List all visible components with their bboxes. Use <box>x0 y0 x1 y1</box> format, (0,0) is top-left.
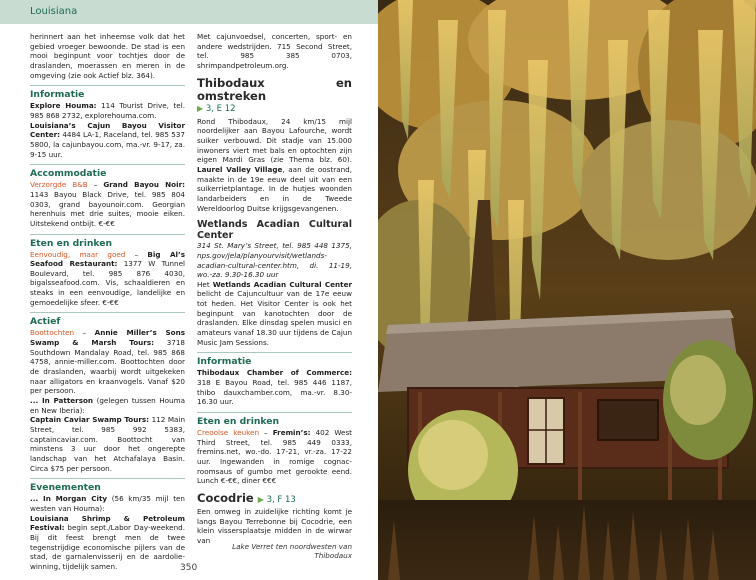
restaurant-entry: Eenvoudig, maar goed – Big Al’s Seafood Restaurant: 1377 W Tunnel Boulevard, tel. 985 876 4030, bigalsseafood.com. Vis, schaaldieren en steaks in een eenvoudige, landelijke en gemoedelijke sfeer. €-€€ <box>30 249 185 307</box>
activity-entry: ... In Patterson (gelegen tussen Houma en New Iberia): <box>30 396 185 415</box>
section-heading-wetlands: Wetlands Acadian Cultural Center <box>197 219 352 242</box>
section-heading-informatie: Informatie <box>30 85 185 100</box>
right-column <box>197 32 352 546</box>
restaurant-entry: Creoolse keuken – Fremin’s: 402 West Third Street, tel. 985 449 0333, fremins.net, wo.-do. 17-21, vr.-za. 17-22 uur. Ingewanden in romige cognac-roomsaus of gumbo met gerookte eend. Lunch €-€€, diner €€€ <box>197 428 353 486</box>
swamp-cabin-illustration <box>378 0 756 580</box>
section-heading-eten: Eten en drinken <box>30 234 185 249</box>
section-heading-informatie-right: Informatie <box>197 352 352 367</box>
activity-entry: Boottochten – Annie Miller’s Sons Swamp & Marsh Tours: 3718 Southdown Mandalay Road, tel. 985 868 4758, annie-miller.com. Boottochten door de draslanden, waarbij wordt uitgekeken naar alligators en kraanvogels. Vanaf $20 per persoon. <box>30 328 186 396</box>
event-entry: Louisiana Shrimp & Petroleum Festival: begin sept./Labor Day-weekend. Bij dit feest brengt men de twee tegenstrijdige economische pijlers van de stad, de garnalenvisserij en de aardoliewinning, tijdelijk samen. <box>30 513 185 571</box>
info-entry: Explore Houma: 114 Tourist Drive, tel. 985 868 2732, explorehouma.com. <box>30 101 185 120</box>
thibodaux-paragraph: Rond Thibodaux, 24 km/15 mijl noordelijker aan Bayou Lafourche, wordt suiker verbouwd. Dit stadje van 15.000 inwoners viert met bals en optochten zijn eigen Mardi Gras (zie Thema blz. 60). Laurel Valley Village, aan de oostrand, maakte in de 19e eeuw deel uit van een suikerrietplantage. In de hutjes woonden landarbeiders en in de Tweede Wereldoorlog Duitse krijgsgevangenen. <box>197 116 353 213</box>
accommodation-entry: Verzorgde B&B – Grand Bayou Noir: 1143 Bayou Black Drive, tel. 985 804 0303, grand bayounoir.com. Georgian herenhuis met drie suites, mooie eiken. Uitstekend ontbijt. €-€€ <box>30 180 185 228</box>
triangle-icon: ▶ <box>197 103 204 113</box>
page-header <box>0 0 378 24</box>
cypress-photo <box>378 0 756 580</box>
section-heading-eten-right: Eten en drinken <box>197 412 352 427</box>
cocodrie-paragraph: Een omweg in zuidelijke richting komt je langs Bayou Terrebonne bij Cocodrie, een klein vissersplaatsje midden in de wirwar van <box>197 506 352 545</box>
left-column <box>30 32 185 572</box>
page-number: 350 <box>180 563 198 573</box>
section-heading-actief: Actief <box>30 312 185 327</box>
event-entry: ... In Morgan City (56 km/35 mijl ten westen van Houma): <box>30 494 185 513</box>
section-heading-evenementen: Evenementen <box>30 478 185 493</box>
activity-entry: Captain Caviar Swamp Tours: 112 Main Street, tel. 985 992 5383, captaincaviar.com. Boottocht van minstens 3 uur door het ongerepte landschap van het Atchafalaya Basin. Circa $75 per persoon. <box>30 415 186 473</box>
region-title: Louisiana <box>30 6 78 17</box>
wetlands-paragraph: Het Wetlands Acadian Cultural Center belicht de Cajuncultuur van de 17e eeuw tot heden. Het Visitor Center is ook het beginpunt van kanotochten door de draslanden. Elke dinsdag spelen musici en amateurs vanaf 18.30 uur tijdens de Cajun Music Jam Sessions. <box>197 279 352 347</box>
wetlands-address: 314 St. Mary’s Street, tel. 985 448 1375, nps.gov/jela/planyourvisit/wetlands-acadian-cultural-center.htm, di. 11-19, wo.-za. 9.30-16.30 uur <box>197 241 352 280</box>
photo-caption: Lake Verret ten noordwesten van Thibodaux <box>232 542 352 560</box>
continued-paragraph: Met cajunvoedsel, concerten, sport- en andere wedstrijden. 715 Second Street, tel. 985 385 0703, shrimpandpetroleum.org. <box>197 32 352 70</box>
intro-paragraph: herinnert aan het inheemse volk dat het gebied vroeger bewoonde. De stad is een mooi beginpunt voor tochtjes door de draslanden, moerassen en meren in de omgeving (zie ook Actief blz. 364). <box>30 32 185 80</box>
info-entry: Louisiana’s Cajun Bayou Visitor Center: 4484 LA-1, Raceland, tel. 985 537 5800, la cajunbayou.com, ma.-vr. 9-17, za. 9-15 uur. <box>30 120 185 159</box>
section-heading-accommodatie: Accommodatie <box>30 164 185 179</box>
info-entry: Thibodaux Chamber of Commerce: 318 E Bayou Road, tel. 985 446 1187, thibo dauxchamber.com, ma.-vr. 8.30-16.30 uur. <box>197 368 352 407</box>
map-reference: ▶ 3, E 12 <box>197 103 236 114</box>
section-heading-cocodrie: Cocodrie ▶ 3, F 13 <box>197 490 296 505</box>
section-heading-thibodaux: Thibodaux en omstreken <box>197 75 352 103</box>
triangle-icon: ▶ <box>257 494 264 504</box>
